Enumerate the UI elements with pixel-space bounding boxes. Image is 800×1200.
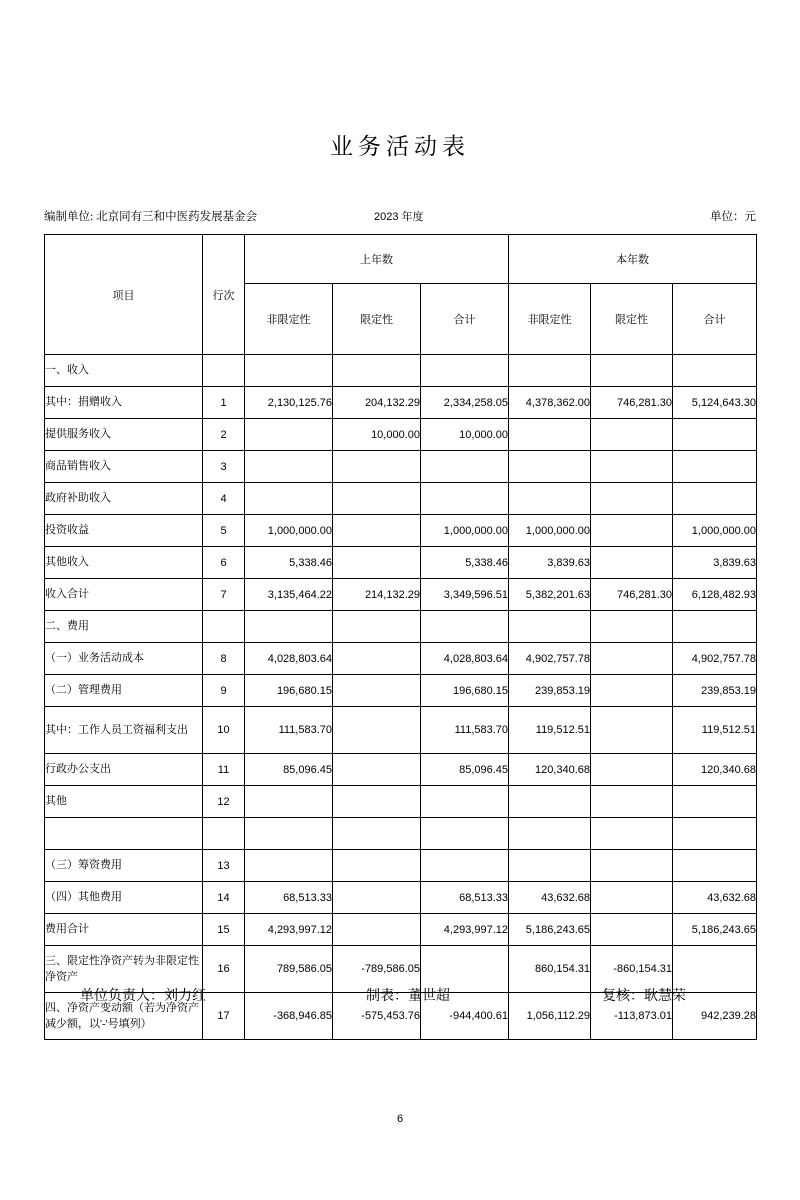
- cell-prior-restricted: -789,586.05: [333, 946, 421, 993]
- table-row: [45, 914, 757, 946]
- cell-current-unrestricted: 239,853.19: [509, 675, 591, 707]
- cell-current-total: [673, 355, 757, 387]
- cell-current-unrestricted: [509, 611, 591, 643]
- cell-prior-total: [421, 850, 509, 882]
- row-label: 四、净资产变动额（若为净资产减少额，以'-'号填列）: [45, 993, 203, 1040]
- cell-prior-unrestricted: [245, 611, 333, 643]
- row-label: 行政办公支出: [45, 754, 203, 786]
- cell-prior-restricted: [333, 882, 421, 914]
- cell-current-total: 942,239.28: [673, 993, 757, 1040]
- cell-prior-restricted: [333, 707, 421, 754]
- cell-current-restricted: [591, 850, 673, 882]
- cell-prior-restricted: [333, 643, 421, 675]
- cell-prior-unrestricted: 2,130,125.76: [245, 387, 333, 419]
- table-row: [45, 547, 757, 579]
- table-row: [45, 882, 757, 914]
- cell-current-total: 119,512.51: [673, 707, 757, 754]
- cell-prior-unrestricted: 5,338.46: [245, 547, 333, 579]
- cell-prior-total: 4,293,997.12: [421, 914, 509, 946]
- cell-prior-restricted: 10,000.00: [333, 419, 421, 451]
- cell-prior-restricted: [333, 355, 421, 387]
- statement-of-activities-table-wrapper: [44, 234, 756, 1040]
- row-label: （四）其他费用: [45, 882, 203, 914]
- row-label: 其中：工作人员工资福利支出: [45, 707, 203, 754]
- cell-prior-restricted: [333, 754, 421, 786]
- cell-current-restricted: [591, 882, 673, 914]
- cell-prior-restricted: [333, 786, 421, 818]
- cell-prior-restricted: 214,132.29: [333, 579, 421, 611]
- row-line-number: [203, 611, 245, 643]
- row-line-number: 17: [203, 993, 245, 1040]
- table-row: [45, 850, 757, 882]
- column-header-item: 项目: [45, 235, 203, 355]
- cell-current-total: [673, 786, 757, 818]
- cell-current-restricted: [591, 515, 673, 547]
- cell-prior-unrestricted: 4,028,803.64: [245, 643, 333, 675]
- cell-prior-restricted: -575,453.76: [333, 993, 421, 1040]
- cell-prior-restricted: 204,132.29: [333, 387, 421, 419]
- cell-prior-unrestricted: [245, 419, 333, 451]
- cell-prior-unrestricted: [245, 818, 333, 850]
- cell-prior-total: 111,583.70: [421, 707, 509, 754]
- row-label: 其他收入: [45, 547, 203, 579]
- cell-prior-restricted: [333, 451, 421, 483]
- cell-current-total: [673, 451, 757, 483]
- cell-current-restricted: [591, 547, 673, 579]
- row-line-number: 4: [203, 483, 245, 515]
- row-label: 政府补助收入: [45, 483, 203, 515]
- row-label: 收入合计: [45, 579, 203, 611]
- cell-current-total: 120,340.68: [673, 754, 757, 786]
- table-row: [45, 451, 757, 483]
- reporting-period-label: 2023 年度: [374, 211, 424, 223]
- cell-current-restricted: [591, 483, 673, 515]
- cell-current-unrestricted: 1,056,112.29: [509, 993, 591, 1040]
- table-row: [45, 707, 757, 754]
- cell-current-unrestricted: 3,839.63: [509, 547, 591, 579]
- cell-prior-total: [421, 818, 509, 850]
- cell-current-unrestricted: [509, 850, 591, 882]
- cell-prior-total: 2,334,258.05: [421, 387, 509, 419]
- row-line-number: [203, 818, 245, 850]
- cell-current-total: 4,902,757.78: [673, 643, 757, 675]
- cell-current-total: 239,853.19: [673, 675, 757, 707]
- cell-prior-unrestricted: [245, 786, 333, 818]
- responsible-person-signature: 单位负责人：刘力红: [80, 989, 206, 1004]
- cell-current-total: [673, 611, 757, 643]
- table-row: [45, 818, 757, 850]
- cell-current-restricted: [591, 675, 673, 707]
- column-group-header-current-year: 本年数: [509, 235, 757, 284]
- cell-current-unrestricted: [509, 419, 591, 451]
- cell-prior-restricted: [333, 914, 421, 946]
- cell-current-unrestricted: 119,512.51: [509, 707, 591, 754]
- cell-current-restricted: 746,281.30: [591, 387, 673, 419]
- row-line-number: 2: [203, 419, 245, 451]
- cell-prior-unrestricted: 4,293,997.12: [245, 914, 333, 946]
- cell-prior-unrestricted: 196,680.15: [245, 675, 333, 707]
- cell-current-total: [673, 419, 757, 451]
- preparer-signature: 制表：董世超: [366, 989, 450, 1004]
- row-line-number: 13: [203, 850, 245, 882]
- cell-prior-total: 85,096.45: [421, 754, 509, 786]
- row-label: 其他: [45, 786, 203, 818]
- cell-prior-unrestricted: 3,135,464.22: [245, 579, 333, 611]
- cell-prior-restricted: [333, 818, 421, 850]
- cell-current-unrestricted: [509, 355, 591, 387]
- cell-prior-total: [421, 451, 509, 483]
- row-line-number: 5: [203, 515, 245, 547]
- row-label: （三）筹资费用: [45, 850, 203, 882]
- cell-current-total: [673, 483, 757, 515]
- column-header-prior-total: 合计: [421, 284, 509, 355]
- cell-current-restricted: 746,281.30: [591, 579, 673, 611]
- row-label: 费用合计: [45, 914, 203, 946]
- cell-prior-total: -944,400.61: [421, 993, 509, 1040]
- currency-unit-label: 单位：元: [710, 211, 756, 223]
- table-row: [45, 675, 757, 707]
- cell-prior-total: 3,349,596.51: [421, 579, 509, 611]
- cell-current-restricted: [591, 754, 673, 786]
- row-label: 其中：捐赠收入: [45, 387, 203, 419]
- cell-current-unrestricted: 4,378,362.00: [509, 387, 591, 419]
- cell-current-restricted: [591, 611, 673, 643]
- cell-prior-restricted: [333, 675, 421, 707]
- row-line-number: 9: [203, 675, 245, 707]
- row-label: 提供服务收入: [45, 419, 203, 451]
- cell-prior-restricted: [333, 850, 421, 882]
- cell-current-restricted: [591, 914, 673, 946]
- table-row: [45, 419, 757, 451]
- row-label: （一）业务活动成本: [45, 643, 203, 675]
- row-line-number: 8: [203, 643, 245, 675]
- cell-current-unrestricted: 43,632.68: [509, 882, 591, 914]
- cell-prior-unrestricted: -368,946.85: [245, 993, 333, 1040]
- row-line-number: 6: [203, 547, 245, 579]
- cell-current-unrestricted: [509, 786, 591, 818]
- cell-prior-total: 68,513.33: [421, 882, 509, 914]
- table-header-row-group: [45, 235, 757, 284]
- row-line-number: 10: [203, 707, 245, 754]
- cell-prior-restricted: [333, 611, 421, 643]
- cell-prior-total: [421, 483, 509, 515]
- table-row: [45, 355, 757, 387]
- cell-prior-unrestricted: [245, 355, 333, 387]
- cell-prior-total: 4,028,803.64: [421, 643, 509, 675]
- cell-current-restricted: [591, 786, 673, 818]
- cell-current-total: 43,632.68: [673, 882, 757, 914]
- cell-current-restricted: [591, 707, 673, 754]
- column-header-prior-unrestricted: 非限定性: [245, 284, 333, 355]
- table-row: [45, 387, 757, 419]
- table-body: [45, 355, 757, 1040]
- cell-current-restricted: [591, 643, 673, 675]
- cell-prior-total: 1,000,000.00: [421, 515, 509, 547]
- cell-prior-unrestricted: [245, 850, 333, 882]
- row-line-number: 16: [203, 946, 245, 993]
- cell-prior-total: [421, 355, 509, 387]
- cell-current-total: 1,000,000.00: [673, 515, 757, 547]
- cell-current-unrestricted: [509, 818, 591, 850]
- column-header-current-restricted: 限定性: [591, 284, 673, 355]
- column-header-current-unrestricted: 非限定性: [509, 284, 591, 355]
- signature-line: [44, 985, 756, 1007]
- cell-current-unrestricted: 1,000,000.00: [509, 515, 591, 547]
- table-row: [45, 754, 757, 786]
- cell-prior-restricted: [333, 483, 421, 515]
- cell-current-total: 6,128,482.93: [673, 579, 757, 611]
- row-line-number: [203, 355, 245, 387]
- table-row: [45, 515, 757, 547]
- row-line-number: 11: [203, 754, 245, 786]
- row-line-number: 12: [203, 786, 245, 818]
- cell-prior-unrestricted: [245, 483, 333, 515]
- column-header-prior-restricted: 限定性: [333, 284, 421, 355]
- column-group-header-prior-year: 上年数: [245, 235, 509, 284]
- preparer-unit-label: 编制单位: 北京同有三和中医药发展基金会: [44, 211, 258, 223]
- cell-current-unrestricted: 120,340.68: [509, 754, 591, 786]
- report-meta-line: [44, 208, 756, 226]
- cell-current-unrestricted: 5,186,243.65: [509, 914, 591, 946]
- cell-current-total: 5,124,643.30: [673, 387, 757, 419]
- table-row: [45, 611, 757, 643]
- table-row: [45, 643, 757, 675]
- cell-current-restricted: -113,873.01: [591, 993, 673, 1040]
- column-header-current-total: 合计: [673, 284, 757, 355]
- row-line-number: 14: [203, 882, 245, 914]
- table-header: [45, 235, 757, 355]
- cell-current-unrestricted: 860,154.31: [509, 946, 591, 993]
- cell-current-restricted: [591, 419, 673, 451]
- row-label: （二）管理费用: [45, 675, 203, 707]
- column-header-line-no: 行次: [203, 235, 245, 355]
- cell-current-unrestricted: 5,382,201.63: [509, 579, 591, 611]
- cell-prior-total: 196,680.15: [421, 675, 509, 707]
- cell-current-total: [673, 850, 757, 882]
- row-label: 二、费用: [45, 611, 203, 643]
- cell-prior-unrestricted: 789,586.05: [245, 946, 333, 993]
- statement-of-activities-table: [44, 234, 757, 1040]
- cell-current-total: 5,186,243.65: [673, 914, 757, 946]
- table-row: [45, 579, 757, 611]
- cell-prior-total: 5,338.46: [421, 547, 509, 579]
- cell-current-total: 3,839.63: [673, 547, 757, 579]
- row-label: 一、收入: [45, 355, 203, 387]
- row-line-number: 7: [203, 579, 245, 611]
- row-line-number: 3: [203, 451, 245, 483]
- row-label: 投资收益: [45, 515, 203, 547]
- cell-prior-total: [421, 611, 509, 643]
- table-row: [45, 483, 757, 515]
- cell-prior-total: 10,000.00: [421, 419, 509, 451]
- cell-current-unrestricted: [509, 483, 591, 515]
- cell-current-restricted: [591, 451, 673, 483]
- row-line-number: 1: [203, 387, 245, 419]
- page-number: 6: [396, 1113, 404, 1125]
- cell-current-restricted: [591, 355, 673, 387]
- row-label: 商品销售收入: [45, 451, 203, 483]
- cell-prior-unrestricted: 85,096.45: [245, 754, 333, 786]
- cell-prior-unrestricted: [245, 451, 333, 483]
- cell-current-total: [673, 818, 757, 850]
- cell-prior-unrestricted: 68,513.33: [245, 882, 333, 914]
- cell-prior-restricted: [333, 547, 421, 579]
- row-label: [45, 818, 203, 850]
- row-label: 三、限定性净资产转为非限定性净资产: [45, 946, 203, 993]
- cell-prior-unrestricted: 1,000,000.00: [245, 515, 333, 547]
- cell-prior-restricted: [333, 515, 421, 547]
- page-title: 业务活动表: [330, 134, 470, 159]
- cell-current-unrestricted: 4,902,757.78: [509, 643, 591, 675]
- cell-prior-total: [421, 786, 509, 818]
- table-row: [45, 786, 757, 818]
- cell-current-restricted: [591, 818, 673, 850]
- row-line-number: 15: [203, 914, 245, 946]
- reviewer-signature: 复核：耿慧荣: [602, 989, 686, 1004]
- cell-current-unrestricted: [509, 451, 591, 483]
- cell-current-restricted: -860,154.31: [591, 946, 673, 993]
- cell-prior-unrestricted: 111,583.70: [245, 707, 333, 754]
